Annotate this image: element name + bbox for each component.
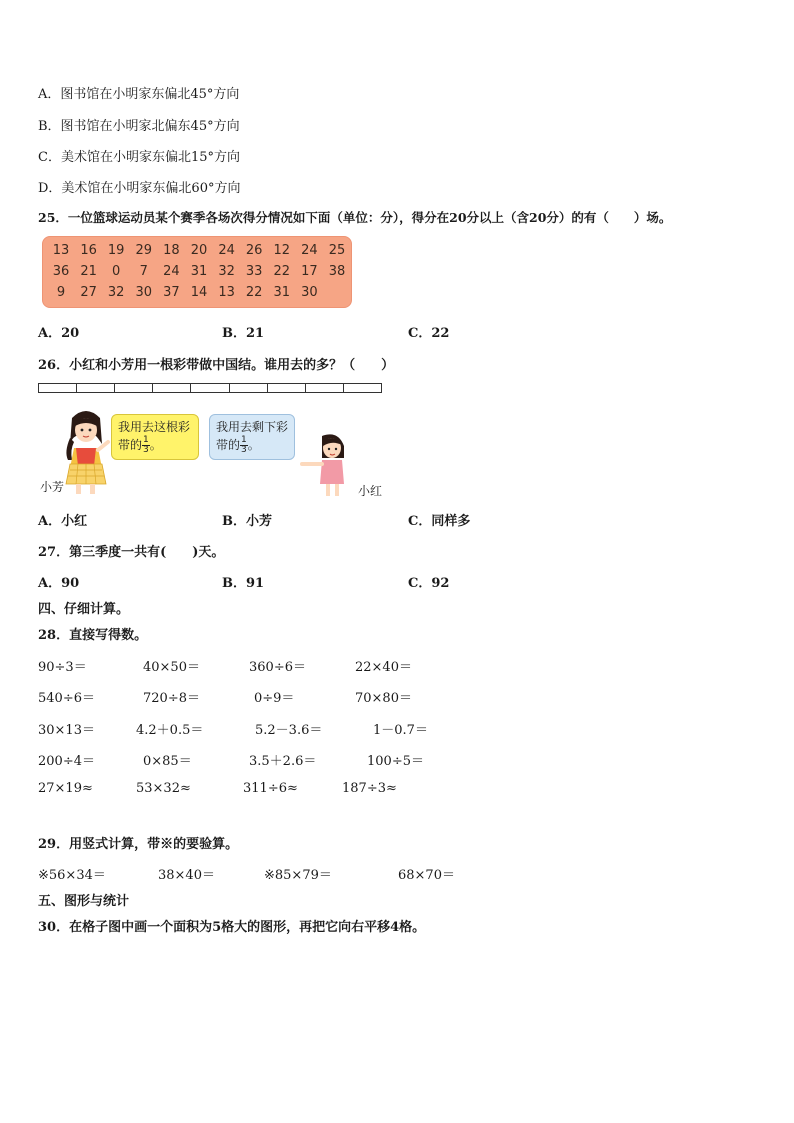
name-label-xiaohong: 小红: [358, 484, 383, 498]
ribbon-segment: [343, 383, 382, 393]
score-cell: 12: [273, 243, 291, 258]
calc-item: 0×85＝: [143, 754, 192, 769]
calc-item: 100÷5＝: [367, 754, 424, 769]
score-cell: 24: [163, 264, 180, 279]
score-cell: 19: [107, 243, 125, 258]
score-cell: 38: [328, 264, 346, 279]
score-cell: 22: [245, 285, 263, 300]
q25-option-c: C．22: [408, 326, 450, 341]
score-cell: 21: [80, 264, 97, 279]
score-cell: 31: [190, 264, 208, 279]
score-cell: 17: [301, 264, 318, 279]
score-cell: 33: [245, 264, 263, 279]
score-cell: 30: [301, 285, 318, 300]
score-cell: 24: [218, 243, 235, 258]
score-cell: 24: [301, 243, 318, 258]
ribbon-segment: [114, 383, 152, 393]
speech-bubble-xiaofang: 我用去这根彩带的 $\frac{1}{3}$ 。: [111, 414, 199, 460]
q26-stem: 26．小红和小芳用一根彩带做中国结。谁用去的多？（ ）: [38, 358, 395, 373]
fraction-one-third: $\frac{1}{3}$: [143, 435, 149, 455]
calc-item: 540÷6＝: [38, 691, 95, 706]
score-cell: 13: [52, 243, 70, 258]
fraction-one-third: $\frac{1}{3}$: [241, 435, 247, 455]
score-cell: 32: [218, 264, 235, 279]
calc-item: 53×32≈: [136, 781, 191, 796]
q26-option-a: A．小红: [38, 514, 88, 529]
score-cell: 7: [139, 264, 148, 279]
speech-bubble-xiaohong: 我用去剩下彩带的 $\frac{1}{3}$ 。: [209, 414, 295, 460]
calc-item: 4.2＋0.5＝: [136, 723, 204, 738]
q25-option-a: A．20: [38, 326, 80, 341]
calc-item: 720÷8＝: [143, 691, 200, 706]
score-cell: 22: [273, 264, 291, 279]
ribbon-segment: [76, 383, 114, 393]
score-cell: 13: [218, 285, 235, 300]
score-cell: 26: [245, 243, 263, 258]
ribbon-segment: [152, 383, 190, 393]
calc-item: ※56×34＝: [38, 868, 106, 883]
section-4-heading: 四、仔细计算。: [38, 602, 130, 617]
calc-item: 0÷9＝: [254, 691, 295, 706]
calc-item: 5.2－3.6＝: [255, 723, 323, 738]
calc-item: 90÷3＝: [38, 660, 87, 675]
q27-option-a: A．90: [38, 576, 80, 591]
score-row-3: [43, 285, 351, 305]
score-cell: 37: [163, 285, 180, 300]
calc-item: 30×13＝: [38, 723, 95, 738]
calc-item: 311÷6≈: [243, 781, 298, 796]
q27-option-b: B．91: [222, 576, 265, 591]
calc-item: 187÷3≈: [342, 781, 397, 796]
score-cell: 32: [107, 285, 125, 300]
q27-option-c: C．92: [408, 576, 450, 591]
girl-xiaohong-illustration: [292, 432, 356, 498]
score-cell: 25: [328, 243, 346, 258]
option-a-q24: A．图书馆在小明家东偏北45°方向: [38, 87, 240, 102]
q28-stem: 28．直接写得数。: [38, 628, 148, 643]
score-cell: 31: [273, 285, 291, 300]
q26-option-c: C．同样多: [408, 514, 471, 529]
q29-stem: 29．用竖式计算，带※的要验算。: [38, 837, 239, 852]
score-cell: 29: [135, 243, 153, 258]
q27-stem: 27．第三季度一共有( )天。: [38, 545, 225, 560]
calc-item: ※85×79＝: [264, 868, 332, 883]
score-cell: 18: [163, 243, 180, 258]
score-cell: 9: [56, 285, 66, 300]
score-cell: 27: [80, 285, 97, 300]
calc-item: 38×40＝: [158, 868, 215, 883]
ribbon-bar: [38, 383, 382, 393]
option-b-q24: B．图书馆在小明家北偏东45°方向: [38, 119, 240, 134]
ribbon-segment: [38, 383, 76, 393]
score-row-1: [43, 243, 351, 263]
ribbon-segment: [229, 383, 267, 393]
score-cell: 16: [80, 243, 97, 258]
score-cell: 14: [190, 285, 208, 300]
option-c-q24: C．美术馆在小明家东偏北15°方向: [38, 150, 240, 165]
calc-item: 70×80＝: [355, 691, 412, 706]
calc-item: 40×50＝: [143, 660, 200, 675]
calc-item: 22×40＝: [355, 660, 412, 675]
calc-item: 3.5＋2.6＝: [249, 754, 317, 769]
girl-xiaofang-illustration: [58, 408, 114, 494]
score-cell: 30: [135, 285, 153, 300]
score-cell: 0: [112, 264, 121, 279]
q25-option-b: B．21: [222, 326, 265, 341]
calc-item: 68×70＝: [398, 868, 455, 883]
ribbon-segment: [305, 383, 343, 393]
ribbon-segment: [190, 383, 228, 393]
q30-stem: 30．在格子图中画一个面积为5格大的图形，再把它向右平移4格。: [38, 920, 426, 935]
q26-option-b: B．小芳: [222, 514, 272, 529]
ribbon-segment: [267, 383, 305, 393]
score-row-2: [43, 264, 351, 284]
calc-item: 200÷4＝: [38, 754, 95, 769]
score-cell: 20: [190, 243, 208, 258]
option-d-q24: D．美术馆在小明家东偏北60°方向: [38, 181, 241, 196]
section-5-heading: 五、图形与统计: [38, 894, 130, 909]
calc-item: 360÷6＝: [249, 660, 306, 675]
score-table: [42, 236, 352, 308]
name-label-xiaofang: 小芳: [40, 480, 65, 494]
q25-stem: 25．一位篮球运动员某个赛季各场次得分情况如下面（单位：分），得分在20分以上（含20分）的有（ ）场。: [38, 210, 672, 225]
calc-item: 27×19≈: [38, 781, 93, 796]
calc-item: 1－0.7＝: [373, 723, 428, 738]
score-cell: 36: [52, 264, 70, 279]
